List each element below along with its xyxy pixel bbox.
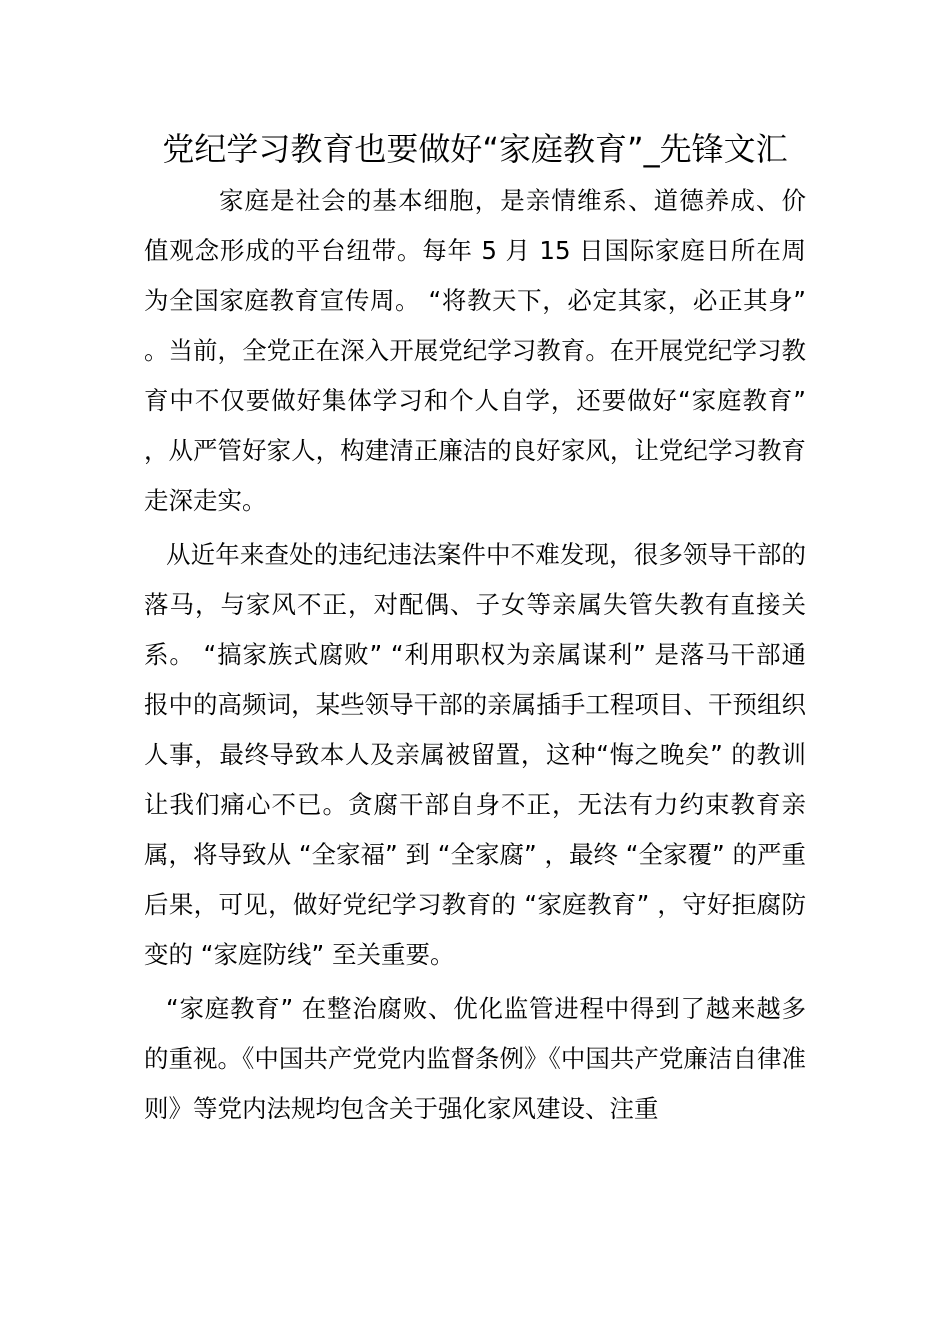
paragraph-2: 从近年来查处的违纪违法案件中不难发现，很多领导干部的落马，与家风不正，对配偶、子女等亲属失管失教有直接关系。 “搞家族式腐败” “利用职权为亲属谋利” 是落马干部通报中的高频词，某些领导干部的亲属插手工程项目、干预组织人事，最终导致本人及亲属被留置，这种“悔之晚矣” 的教训让我们痛心不已。贪腐干部自身不正，无法有力约束教育亲属，将导致从 “全家福” 到 “全家腐” ，最终 “全家覆” 的严重后果，可见，做好党纪学习教育的 “家庭教育” ，守好拒腐防变的 “家庭防线” 至关重要。 — [144, 540, 806, 969]
paragraph-3: “家庭教育” 在整治腐败、优化监管进程中得到了越来越多的重视。《中国共产党党内监督条例》《中国共产党廉洁自律准则》等党内法规均包含关于强化家风建设、注重 — [144, 994, 806, 1123]
paragraph-1: 家庭是社会的基本细胞，是亲情维系、道德养成、价值观念形成的平台纽带。每年 5 月 15 日国际家庭日所在周为全国家庭教育宣传周。 “将教天下，必定其家，必正其身” 。当前，全党正在深入开展党纪学习教育。在开展党纪学习教育中不仅要做好集体学习和个人自学，还要做好“家庭教育” ，从严管好家人，构建清正廉洁的良好家风，让党纪学习教育走深走实。 — [144, 186, 806, 515]
document-page — [144, 124, 806, 1134]
document-title: 党纪学习教育也要做好“家庭教育”_先锋文汇 — [162, 130, 788, 168]
